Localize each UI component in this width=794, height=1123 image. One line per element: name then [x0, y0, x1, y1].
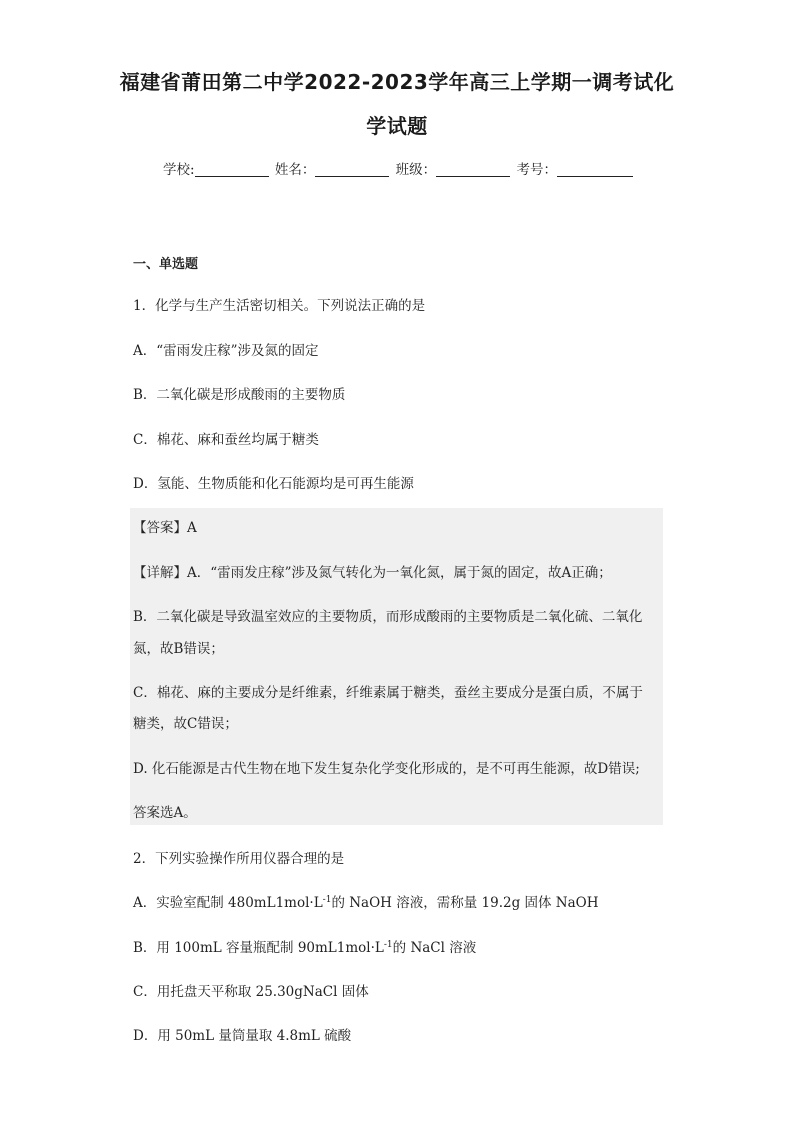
q1-stem: 1．化学与生产生活密切相关。下列说法正确的是: [133, 298, 426, 314]
q1-detail-c-line2: 糖类，故C错误；: [133, 716, 238, 732]
q1-detail-c-line1: C．棉花、麻的主要成分是纤维素，纤维素属于糖类，蚕丝主要成分是蛋白质，不属于: [133, 685, 643, 701]
class-label: 班级：: [395, 162, 437, 178]
q2-option-b: [133, 936, 476, 956]
school-label: 学校:: [163, 162, 195, 178]
document-title-line-2: 学试题: [366, 114, 428, 138]
q1-detail-d: D. 化石能源是古代生物在地下发生复杂化学变化形成的，是不可再生能源，故D错误;: [133, 761, 640, 777]
q1-answer: 【答案】A: [133, 520, 197, 536]
q2-option-b-text: B．用 100mL 容量瓶配制 90mL1mol·L: [133, 940, 384, 956]
name-field[interactable]: [315, 162, 389, 177]
class-field[interactable]: [436, 162, 510, 177]
section-heading: 一、单选题: [133, 257, 199, 272]
q2-option-c: C．用托盘天平称取 25.30gNaCl 固体: [133, 984, 369, 1000]
q1-detail-b-line1: B．二氧化碳是导致温室效应的主要物质，而形成酸雨的主要物质是二氧化硫、二氧化: [133, 609, 643, 625]
q2-stem: 2．下列实验操作所用仪器合理的是: [133, 851, 345, 867]
q1-option-c: C．棉花、麻和蚕丝均属于糖类: [133, 432, 319, 448]
q2-option-d: D．用 50mL 量筒量取 4.8mL 硫酸: [133, 1028, 352, 1044]
q1-detail-a: 【详解】A．“雷雨发庄稼”涉及氮气转化为一氧化氮，属于氮的固定，故A正确；: [133, 565, 612, 581]
name-label: 姓名：: [274, 162, 316, 178]
student-info-row: [163, 158, 635, 178]
answer-explanation-box: [130, 508, 663, 825]
q2-option-a: [133, 891, 599, 911]
document-title-line-1: 福建省莆田第二中学2022-2023学年高三上学期一调考试化: [119, 70, 675, 94]
q2-option-a-text: A．实验室配制 480mL1mol·L: [133, 895, 323, 911]
q1-conclusion: 答案选A。: [133, 805, 197, 821]
school-field[interactable]: [195, 162, 269, 177]
q1-option-d: D．氢能、生物质能和化石能源均是可再生能源: [133, 476, 414, 492]
q2-option-a-tail: 的 NaOH 溶液，需称量 19.2g 固体 NaOH: [331, 895, 599, 911]
q1-option-a: A．“雷雨发庄稼”涉及氮的固定: [133, 343, 319, 359]
exam-number-label: 考号：: [516, 162, 557, 178]
q2-option-b-superscript: -1: [383, 940, 393, 950]
q1-detail-b-line2: 氮，故B错误；: [133, 641, 224, 657]
q2-option-b-tail: 的 NaCl 溶液: [392, 940, 477, 956]
q2-option-a-superscript: -1: [322, 895, 332, 905]
q1-option-b: B．二氧化碳是形成酸雨的主要物质: [133, 387, 346, 403]
exam-number-field[interactable]: [557, 162, 633, 177]
